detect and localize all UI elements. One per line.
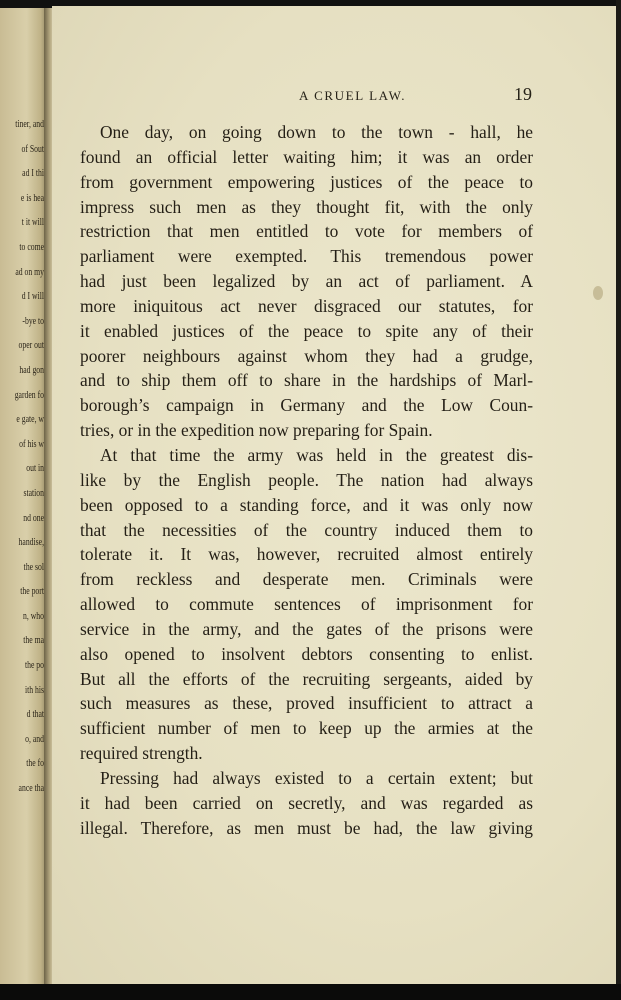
facing-page-fragment: the po [24, 659, 44, 672]
facing-page-fragment: n, who [23, 609, 44, 622]
facing-page-fragment: nd one [23, 511, 44, 524]
facing-page-fragment: out in [26, 462, 44, 475]
scan-bottom-edge [0, 984, 621, 1000]
text-line: from reckless and desperate men. Criminals were [80, 569, 533, 590]
text-line: and to ship them off to share in the hardships of Marl- [80, 370, 533, 391]
facing-page-fragment: the port [20, 585, 44, 598]
paper-stain [593, 286, 603, 300]
text-line: from government empowering justices of the peace to [80, 171, 533, 192]
facing-page-fragment: ith his [24, 683, 44, 696]
facing-page-fragment: of his w [19, 437, 44, 450]
text-line: At that time the army was held in the greatest dis- [100, 444, 533, 465]
text-line: But all the efforts of the recruiting sergeants, aided by [80, 668, 533, 689]
facing-page-fragment: -bye to [22, 314, 44, 327]
text-line: One day, on going down to the town - hall, he [100, 122, 533, 142]
text-line: restriction that men entitled to vote for members of [80, 221, 533, 242]
facing-page-fragment: tiner, and [15, 118, 44, 130]
paragraph [80, 443, 533, 766]
page-number: 19 [514, 84, 532, 104]
text-line: it had been carried on secretly, and was regarded as [80, 792, 533, 813]
facing-page-fragment: garden fo [14, 388, 44, 401]
facing-page-text [0, 112, 44, 801]
text-line: tries, or in the expedition now preparing for Spain. [80, 420, 433, 441]
paragraph [80, 766, 533, 841]
facing-page-fragment: had gon [19, 363, 44, 376]
text-line: had just been legalized by an act of parliament. A [80, 271, 533, 292]
facing-page-fragment: station [23, 486, 44, 499]
facing-page-fragment: d I will [21, 290, 44, 303]
facing-page-fragment: handise, [18, 536, 44, 549]
text-line: poorer neighbours against whom they had a grudge, [80, 345, 533, 366]
text-line: Pressing had always existed to a certain extent; but [100, 767, 533, 788]
body-text [80, 120, 533, 840]
text-line: more iniquitous act never disgraced our statutes, for [80, 295, 533, 316]
text-line: also opened to insolvent debtors consenting to enlist. [80, 643, 533, 664]
text-line: parliament were exempted. This tremendous power [80, 246, 533, 267]
text-line: illegal. Therefore, as men must be had, the law giving [80, 817, 533, 838]
paragraph [80, 120, 533, 443]
facing-page-fragment: ance tha [18, 782, 44, 795]
facing-page-fragment: ad on my [15, 265, 44, 278]
facing-page-fragment: of Sout [21, 142, 44, 155]
facing-page-fragment: o, and [25, 732, 44, 745]
text-line: required strength. [80, 743, 203, 764]
text-line: like by the English people. The nation had always [80, 469, 533, 490]
facing-page-fragment: the fo [26, 757, 44, 770]
text-line: sufficient number of men to keep up the armies at the [80, 718, 533, 739]
page-header [52, 84, 618, 108]
facing-page-fragment: oper out [18, 339, 44, 352]
facing-page-fragment: ad I thi [22, 167, 44, 180]
facing-page-fragment: e is hea [20, 191, 44, 204]
text-line: tolerate it. It was, however, recruited almost entirely [80, 544, 533, 565]
text-line: been opposed to a standing force, and it was only now [80, 494, 533, 515]
text-line: it enabled justices of the peace to spite any of their [80, 320, 533, 341]
facing-page-fragment: the sol [23, 560, 44, 573]
text-line: impress such men as they thought fit, with the only [80, 196, 533, 217]
text-line: allowed to commute sentences of imprisonment for [80, 594, 533, 615]
facing-page-fragment: t it will [21, 216, 44, 229]
scan-right-edge [616, 0, 621, 1000]
text-line: such measures as these, proved insufficient to attract a [80, 693, 533, 714]
running-title: A CRUEL LAW. [299, 88, 407, 103]
text-line: that the necessities of the country induced them to [80, 519, 533, 540]
text-line: service in the army, and the gates of the prisons were [80, 618, 533, 639]
facing-page-fragment: e gate, w [16, 413, 44, 426]
facing-page-fragment: the ma [23, 634, 44, 647]
facing-page-fragment: d that [26, 708, 44, 721]
facing-page-fragment: to come [19, 240, 44, 253]
text-line: found an official letter waiting him; it was an order [80, 146, 533, 167]
text-line: borough’s campaign in Germany and the Low Coun- [80, 395, 533, 416]
